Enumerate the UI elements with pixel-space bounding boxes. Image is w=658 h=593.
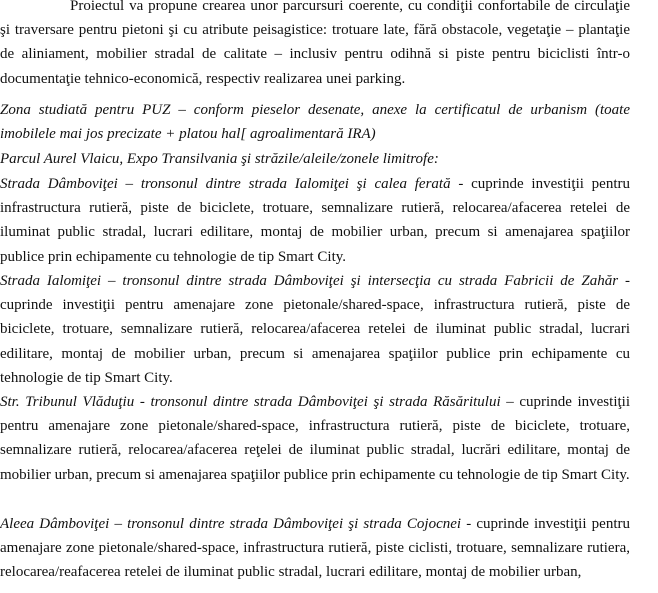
street-description: - cuprinde investiţii pentru amenajare zone pietonale/shared-space, infrastructura rutieră, piste de biciclete, trotuare, semnalizare rutieră, relocarea/afacerea retelei de iluminat public stradal, lucrari edilitare, montaj de mobilier urban, precum si amenajarea spaţiilor publice prin echipamente cu tehnologie de tip Smart City. <box>0 273 630 386</box>
street-item-dambovitei <box>0 172 630 269</box>
street-title: Str. Tribunul Vlăduţiu - tronsonul dintre strada Dâmboviţei şi strada Răsăritului <box>0 394 501 410</box>
street-item-aleea-dambovitei <box>0 512 630 585</box>
street-title: Aleea Dâmboviţei – tronsonul dintre strada Dâmboviţei şi strada Cojocnei <box>0 516 462 532</box>
park-heading: Parcul Aurel Vlaicu, Expo Transilvania şi străzile/aleile/zonele limitrofe: <box>0 151 439 167</box>
street-item-ialomitei <box>0 269 630 390</box>
study-zone-paragraph: Zona studiată pentru PUZ – conform pieselor desenate, anexe la certificatul de urbanism (toate imobilele mai jos precizate + platou hal[ agroalimentară IRA) <box>0 102 630 143</box>
street-description: – cuprinde investiţii pentru amenajare zone pietonale/shared-space, infrastructura rutieră, piste de biciclete, trotuare, semnalizare rutieră, relocarea/afacerea reţelei de iluminat public stradal, lucrări edilitare, montaj de mobilier urban, precum si amenajarea spaţiilor publice prin echipamente cu tehnologie de tip Smart City. <box>0 394 630 483</box>
street-description: - cuprinde investiţii pentru infrastructura rutieră, piste de biciclete, trotuare, semnalizare rutieră, relocarea/afacerea retelei de iluminat public stradal, lucrari edilitare, montaj de mobilier urban, precum si amenajarea spaţiilor publice prin echipamente cu tehnologie de tip Smart City. <box>0 176 631 265</box>
street-title: Strada Ialomiţei – tronsonul dintre strada Dâmboviţei şi intersecţia cu strada Fabricii de Zahăr <box>0 273 619 289</box>
street-title: Strada Dâmboviţei – tronsonul dintre strada Ialomiţei şi calea ferată <box>0 176 451 192</box>
street-item-tribunul-vladutiu <box>0 390 630 487</box>
street-description: - cuprinde investiţii pentru amenajare zone pietonale/shared-space, infrastructura rutieră, piste ciclisti, trotuare, semnalizare rutiera, relocarea/reafacerea retelei de iluminat public stradal, lucrari edilitare, montaj de mobilier urban, <box>0 516 630 581</box>
intro-paragraph: Proiectul va propune crearea unor parcursuri coerente, cu condiţii confortabile de circulaţie şi traversare pentru pietoni şi cu atribute peisagistice: trotuare late, fără obstacole, vegetaţie – plantaţie de aliniament, mobilier stradal de calitate – inclusiv pentru odihnă si piste pentru biciclisti într-o documentaţie tehnico-economică, respectiv realizarea unei parking. <box>0 0 630 87</box>
